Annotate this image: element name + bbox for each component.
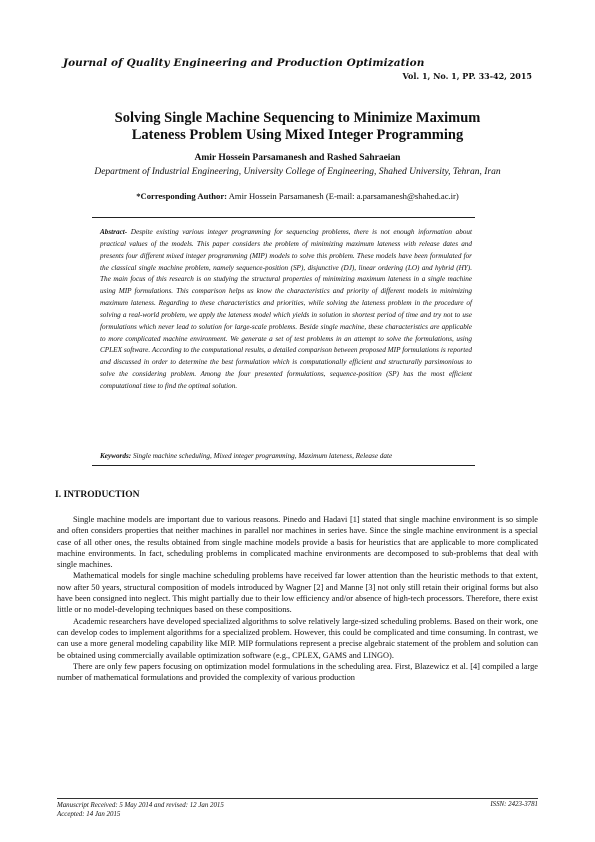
body-paragraph-3: Academic researchers have developed specialized algorithms to solve relatively large-sized scheduling problems. Based on their work, one can develop codes to implement algorithms for a specialized problem. However, this could be complicated and time consuming. In contrast, we can use a more general modeling capability like MIP. MIP formulations represent a precise algebraic statement of the problem and solution can be obtained using commercially available optimization software (e.g., CPLEX, GAMS and LINGO). [57, 616, 538, 660]
footer-manuscript-dates [57, 801, 224, 819]
corresponding-author-label: *Corresponding Author: [136, 191, 228, 201]
introduction-body [57, 514, 538, 683]
journal-volume-info: Vol. 1, No. 1, PP. 33-42, 2015 [402, 71, 532, 81]
section-heading-introduction: I. INTRODUCTION [55, 490, 140, 500]
author-list: Amir Hossein Parsamanesh and Rashed Sahraeian [194, 153, 401, 163]
footer-accepted: Accepted: 14 Jan 2015 [57, 811, 121, 818]
footer-received: Manuscript Received: 5 May 2014 and revised: 12 Jan 2015 [57, 802, 224, 809]
body-paragraph-2: Mathematical models for single machine scheduling problems have received far lower attention than the heuristic methods to that extent, now after 50 years, structural composition of models introduced by Wagner [2] and Manne [3] not only still retain their original forms but also have been consigned into neglect. This might partially due to their low efficiency and/or absence of high-tech processors. Therefore, there exist little or no model-developing techniques based on these compositions. [57, 571, 538, 615]
abstract-box [92, 217, 475, 466]
body-paragraph-4: There are only few papers focusing on optimization model formulations in the scheduling area. First, Blazewicz et al. [4] compiled a large number of mathematical formulations and provided the complexity of various production [57, 661, 538, 683]
keywords [100, 452, 472, 460]
abstract-body: Despite existing various integer programming for sequencing problems, there is not enough information about practical values of the models. This paper considers the problem of minimizing maximum lateness with release dates and presents four different mixed integer programming (MIP) models to solve this problem. These models have been formulated for the classical single machine problem, namely sequence-position (SP), disjunctive (DJ), linear ordering (LO) and hybrid (HY). The main focus of this research is on studying the structural properties of minimizing maximum lateness in a single machine using MIP formulations. This comparison helps us know the characteristics and priority of different models in minimizing maximum lateness. Regarding to these characteristics and priorities, while solving the lateness problem in the procedure of solving a real-world problem, we apply the lateness model which yields in solution in shortest period of time and try not to use formulations which never lead to solution for large-scale problems. Beside single machine, these characteristics are applicable to more complicated machine environment. We generate a set of test problems in an attempt to solve the formulations, using CPLEX software. According to the computational results, a detailed comparison between proposed MIP formulations is reported and discussed in order to determine the best formulation which is computationally efficient and structurally parsimonious to solve the considering problem. Among the four presented formulations, sequence-position (SP) has the most efficient computational time to find the optimal solution. [100, 228, 472, 390]
body-paragraph-1: Single machine models are important due to various reasons. Pinedo and Hadavi [1] stated that single machine environment is so simple and often considers properties that neither machines in parallel nor machines in series have. Since the single machine environment is a special case of all other ones, the results obtained from single machine models provide a basis for heuristics that are applicable to more complicated machine environments. In fact, scheduling problems in complicated machine environments are decomposed to sub-problems that deal with single machines. [57, 515, 538, 570]
footer-issn: ISSN: 2423-3781 [490, 801, 538, 808]
author-affiliation: Department of Industrial Engineering, University College of Engineering, Shahed University, Tehran, Iran [94, 167, 501, 177]
corresponding-author [60, 191, 535, 201]
keywords-label: Keywords: [100, 452, 132, 460]
footer-divider [57, 798, 538, 799]
paper-title-line-1: Solving Single Machine Sequencing to Minimize Maximum [114, 110, 481, 126]
abstract-label: Abstract- [100, 228, 128, 236]
corresponding-author-details: Amir Hossein Parsamanesh (E-mail: a.parsamanesh@shahed.ac.ir) [227, 191, 459, 201]
paper-title [60, 110, 535, 144]
journal-name: Journal of Quality Engineering and Production Optimization [63, 57, 425, 69]
keywords-list: Single machine scheduling, Mixed integer programming, Maximum lateness, Release date [131, 452, 393, 460]
abstract [100, 227, 472, 393]
paper-title-line-2: Lateness Problem Using Mixed Integer Programming [131, 127, 464, 143]
